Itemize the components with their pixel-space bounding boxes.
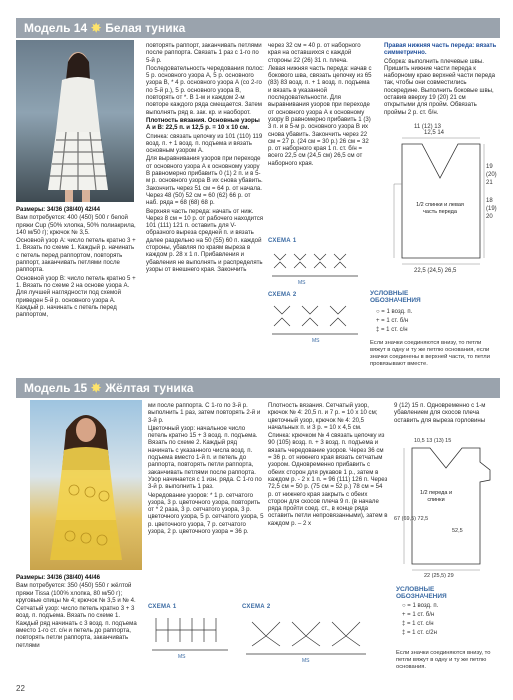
paragraph: Спинка: связать цепочку из 101 (110) 119 возд. п. + 1 возд. п. подъема и вязать основным узором А.: [146, 132, 263, 155]
model-14-photo-figure: [16, 40, 134, 202]
paragraph: Сетчатый узор: число петель кратно 3 + 3 возд. п. подъема. Вязать по схеме 1. Каждый ряд начинать с 3 возд. п. подъема вместо 1-го ст. с/н и петель до раппорта, повторять петли раппорта, заканчивать петлями: [16, 605, 137, 649]
model-14-col-2: [146, 42, 264, 274]
diagram-bottom-label: 22,5 (24,5) 26,5: [414, 268, 457, 274]
model-15-schematic: [394, 432, 500, 578]
model-number: Модель 15: [24, 381, 88, 395]
legend-text: = 1 ст. с/н: [381, 327, 408, 333]
rapport-label: МS: [302, 658, 310, 664]
legend-item: ‡ = 1 ст. с/2н: [402, 630, 437, 636]
paragraph: Размеры: 34/36 (38/40) 44/46: [16, 574, 101, 581]
model-14-col-1: [16, 206, 136, 319]
legend-item: + = 1 ст. б/н: [376, 318, 409, 324]
diagram-top-label: 12,5 14: [424, 130, 445, 136]
paragraph: 9 (12) 15 п. Одновременно с 1-м убавлением для скосов плеча оставить для выреза горловины: [394, 402, 486, 424]
model-15-banner: [16, 378, 500, 398]
legend-note: Если значки соединяются внизу, то петли вяжут в одну и ту же петлю основания.: [396, 650, 491, 670]
model-title: Жёлтая туника: [105, 381, 194, 395]
model-14-col-3: [268, 42, 374, 168]
model-14-schematic: [384, 118, 500, 278]
legend-title: УСЛОВНЫЕ ОБОЗНАЧЕНИЯ: [370, 290, 421, 304]
legend-text: = 1 ст. с/2н: [407, 630, 437, 636]
page-number: 22: [16, 684, 25, 693]
model-14-photo: [16, 40, 134, 202]
model-15-col-2: [148, 402, 264, 536]
paragraph: Плотность вязания. Сетчатый узор, крючок № 4: 20,5 п. и 7 р. = 10 x 10 см; цветочный узор, крючок № 4: 20,5 начальных п. и 3 р. = 10 x 4,5 см.: [268, 402, 378, 431]
paragraph: Вам потребуется: 400 (450) 500 г белой пряжи Cup (50% хлопка, 50% полиакрила, 140 м/50 г); крючок № 3,5.: [16, 214, 136, 236]
model-15-col-3: [268, 402, 388, 528]
paragraph: Цветочный узор: начальное число петель кратно 15 + 3 возд. п. подъема. Вязать по схеме 2. Каждый ряд начинать с указанного числа возд. п. подъема вместо 1-й п. и петель до раппорта, повторять петли раппорта, заканчивать петлями после раппорта. Узор начинается с 1 изн. ряда. С 1-го по 3-й р. выполнить 1 раз.: [148, 424, 262, 491]
diagram-body-label: 1/2 переда и спинки: [419, 490, 453, 503]
paragraph: Верхняя часть переда: начать от ниж. Через 8 см = 10 р. от рабочего находится 101 (111) 121 п. оставить для V-образного выреза средней п. и вязать далее раздельно на 50 (55) 60 п. каждой стороны, убавляя по краям выреза в каждом р. 28 х 1 п. Прибавления и убавления не выполнять и распределять узоры от внешнего края. Закончить: [146, 207, 264, 273]
paragraph: Последовательность чередования полос: 5 р. основного узора А, 5 р. основного узора В, * 4 р. основного узора А (со 2-го по 5-й р.), 5 р. основного узора В, повторять от *. В 1-м и каждом 2-м повторе каждого ряда смещается. Затем выполнять ряд в. зак. кр. и наоборот.: [146, 64, 264, 116]
paragraph: Основной узор В: число петель кратно 5 + 1. Вязать по схеме 2 на основе узора А. Для лучшей наглядности под схемой приведен 5-й р. основного узора А. Каждый р. начинать с петель перед раппортом,: [16, 274, 136, 319]
model-15-col-1: [16, 574, 140, 650]
paragraph: Вам потребуется: 350 (450) 550 г жёлтой пряжи Tissa (100% хлопка, 80 м/50 г); круговые спицы № 4; крючок № 3,5 и № 4.: [16, 582, 136, 604]
diagram-bottom-label: 22 (25,5) 29: [424, 573, 454, 578]
paragraph: повторять раппорт, заканчивать петлями после раппорта. Связать 1 раз с 1-го по 5-й р.: [146, 42, 262, 64]
paragraph: Размеры: 34/36 (38/40) 42/44: [16, 206, 101, 213]
legend-item: ○ = 1 возд. п.: [376, 309, 413, 315]
diagram-right-label: 19: [486, 164, 493, 170]
legend-item: ○ = 1 возд. п.: [402, 603, 439, 609]
diagram-mid-label: 52,5: [452, 528, 463, 534]
paragraph: Для выравнивания узоров при переходе от основного узора А к основному узору В равномерно прибавить 0 (1) 2 п. и в 5-м р. основного узора В их снова убавить. Закончить через 51 см = 64 р. от начала. Через 48 (50) 52 см = 60 (62) 66 р. от наб. ряда = 68 (68) 68 р.: [146, 155, 263, 207]
legend-title: УСЛОВНЫЕ ОБОЗНАЧЕНИЯ: [396, 586, 447, 600]
legend-text: = 1 возд. п.: [381, 309, 413, 315]
legend-text: = 1 ст. б/н: [407, 612, 435, 618]
schema-2-pattern: [268, 300, 368, 346]
legend-text: = 1 возд. п.: [407, 603, 439, 609]
schema-1-title: СХЕМА 1: [148, 604, 177, 610]
paragraph: ми после раппорта. С 1-го по 3-й р. выполнить 1 раз, затем повторять 2-й и 3-й р.: [148, 402, 261, 424]
diagram-side-label: 67 (69,5) 72,5: [394, 516, 429, 522]
schema-2-title: СХЕМА 2: [268, 292, 297, 298]
diagram-top-left-label: 11 (12) 13: [414, 124, 441, 130]
legend-text: = 1 ст. б/н: [381, 318, 409, 324]
diagram-body-label: 1/2 спинки и левая часть переда: [416, 202, 464, 215]
paragraph: через 32 см = 40 р. от наборного края на оставшихся с каждой стороны 22 (26) 31 п. плеча.: [268, 42, 361, 64]
rapport-label: МS: [312, 338, 320, 344]
diagram-right-label: (19): [486, 206, 497, 212]
paragraph: Левая нижняя часть переда: начав с бокового шва, связать цепочку из 65 (83) 83 возд. п. + 1 возд. п. подъема и вязать в указанной последовательности. Для выравнивания узоров при переходе от основного узора А к основному узору В равномерно прибавить 1 (3) 3 п. и в 5-м р. основного узора В их снова убавить. Закончить через 22 см = 27 р. (24 см = 30 р.) 26 см = 32 р. от наборного края 1 п. ст. б/н = всего 22,5 см (24,5 см) 26,5 см от наборного края.: [268, 64, 372, 167]
paragraph: Правая нижняя часть переда: вязать симметрично.: [384, 42, 497, 57]
legend: [402, 602, 438, 638]
schema-1-title: СХЕМА 1: [268, 238, 297, 244]
paragraph: Основной узор А: число петель кратно 3 + 1. Вязать по схеме 1. Каждый р. начинать с петель перед раппортом, повторять раппорт, заканчивать петлями после раппорта.: [16, 237, 136, 274]
schema-2-pattern: [242, 612, 372, 664]
diagram-right-label: (20): [486, 172, 497, 178]
schema-1-pattern: [148, 612, 238, 662]
model-15-photo: [30, 400, 142, 570]
rapport-label: МS: [298, 280, 306, 286]
legend: [376, 308, 412, 335]
diagram-right-label: 21: [486, 180, 493, 186]
model-14-col-4: [384, 42, 498, 117]
legend-item: ‡ = 1 ст. с/н: [376, 327, 408, 333]
legend-item: ‡ = 1 ст. с/н: [402, 621, 434, 627]
star-icon: ✸: [91, 21, 102, 35]
model-15-col-4: [394, 402, 498, 425]
diagram-right-label: 20: [486, 214, 493, 220]
paragraph: Сборка: выполнить плечевые швы. Пришить нижние части переда к наборному краю верхней части переда так, чтобы они совместились посередине. Выполнить боковые швы, оставив вверху 19 (20) 21 см открытыми для пройм. Обвязать проймы 2 р. ст. б/н.: [384, 57, 496, 116]
schema-1-pattern: [268, 246, 368, 286]
model-14-banner: [16, 18, 500, 38]
rapport-label: МS: [178, 654, 186, 660]
paragraph: Плотность вязания. Основные узоры А и В: 22,5 п. и 12,5 р. = 10 х 10 см.: [146, 116, 260, 132]
model-title: Белая туника: [105, 21, 186, 35]
star-icon: ✸: [91, 381, 102, 395]
diagram-right-label: 18: [486, 198, 493, 204]
legend-text: = 1 ст. с/н: [407, 621, 434, 627]
model-number: Модель 14: [24, 21, 88, 35]
legend-item: + = 1 ст. б/н: [402, 612, 435, 618]
legend-note: Если значки соединяются внизу, то петли вяжут в одну и ту же петлю основания, если значки соединены в верхней части, то петли провязывают вместе.: [370, 340, 490, 367]
paragraph: Чередование узоров: * 1 р. сетчатого узора, 3 р. цветочного узора, повторить от * 2 раза, 3 р. сетчатого узора, 3 р. цветочного узора, 5 р. сетчатого узора, 5 р. цветочного узора, 7 р. сетчатого узора, 2 р. цветочного узора = 36 р.: [148, 491, 264, 536]
model-15-photo-figure: [30, 400, 142, 570]
paragraph: Спинка: крючком № 4 связать цепочку из 90 (105) возд. п. + 3 возд. п. подъема и вязать чередование узоров. Через 36 см = 36 р. от нижнего края вязать сетчатым узором. Одновременно прибавить с обеих сторон для рукавов 1 р., затем в каждом р. - 2 x 1 п. = 96 (111) 126 п. Через 72,5 см = 50 р. (75 см = 52 р.) 78 см = 54 р. от нижнего края закрыть с обеих сторон для скосов плеча 9 п. (в начале ряда пройти соед. ст., в конце ряда оставить петли непровязанными), затем в каждом р. – 2 x: [268, 432, 388, 527]
schema-2-title: СХЕМА 2: [242, 604, 271, 610]
diagram-top-label: 10,5 13 (13) 15: [414, 438, 452, 444]
